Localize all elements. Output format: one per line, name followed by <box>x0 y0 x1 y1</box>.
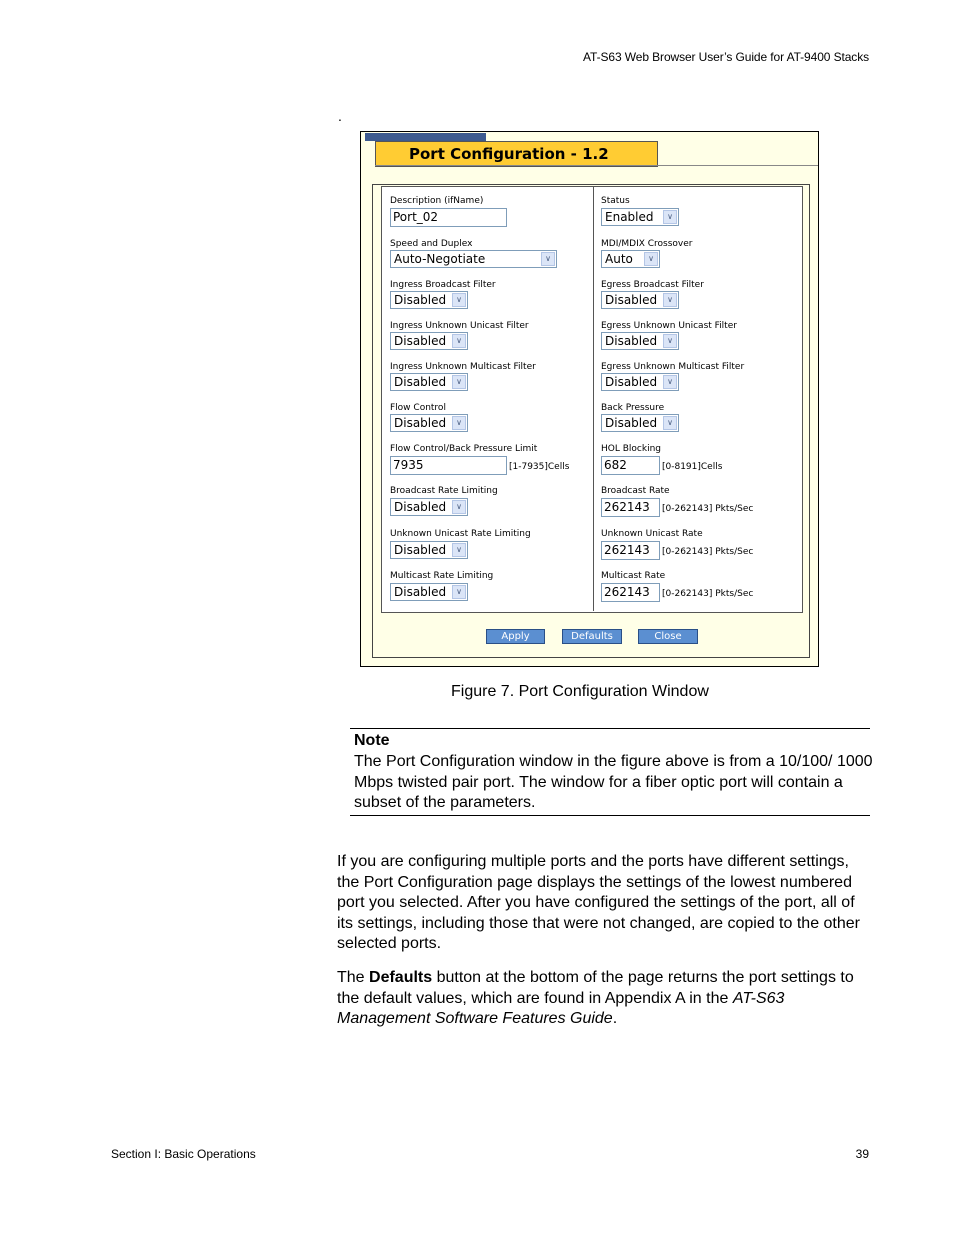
multicast-rate-limiting-label: Multicast Rate Limiting <box>390 571 494 581</box>
apply-button[interactable]: Apply <box>486 629 545 644</box>
defaults-term: Defaults <box>369 969 433 986</box>
back-pressure-value: Disabled <box>605 416 658 430</box>
chevron-down-icon[interactable]: ∨ <box>452 334 466 348</box>
ingress-unknown-unicast-filter-value: Disabled <box>394 334 447 348</box>
chevron-down-icon[interactable]: ∨ <box>663 375 677 389</box>
ingress-unknown-multicast-filter-label: Ingress Unknown Multicast Filter <box>390 362 536 372</box>
egress-broadcast-filter-select[interactable] <box>601 291 679 309</box>
back-pressure-label: Back Pressure <box>601 403 665 413</box>
unknown-unicast-rate-range-unit: [0-262143] Pkts/Sec <box>662 547 754 557</box>
multicast-rate-label: Multicast Rate <box>601 571 666 581</box>
multicast-rate-input[interactable]: 262143 <box>601 583 660 602</box>
flow-control-select[interactable] <box>390 414 468 432</box>
multicast-rate-range-unit: [0-262143] Pkts/Sec <box>662 589 754 599</box>
unknown-unicast-rate-limiting-select[interactable] <box>390 541 468 559</box>
chevron-down-icon[interactable]: ∨ <box>663 293 677 307</box>
ingress-broadcast-filter-label: Ingress Broadcast Filter <box>390 280 496 290</box>
description-ifname-label: Description (ifName) <box>390 196 484 206</box>
unknown-unicast-rate-limiting-label: Unknown Unicast Rate Limiting <box>390 529 531 539</box>
mdi-mdix-crossover-value: Auto <box>605 252 633 266</box>
note-heading: Note <box>354 732 390 749</box>
description-ifname-input[interactable]: Port_02 <box>390 208 507 227</box>
status-label: Status <box>601 196 630 206</box>
paragraph-2-pre: The <box>337 969 370 986</box>
egress-unknown-multicast-filter-value: Disabled <box>605 375 658 389</box>
chevron-down-icon[interactable]: ∨ <box>452 416 466 430</box>
speed-and-duplex-label: Speed and Duplex <box>390 239 473 249</box>
chevron-down-icon[interactable]: ∨ <box>541 252 555 266</box>
speed-and-duplex-select[interactable] <box>390 250 557 268</box>
broadcast-rate-input[interactable]: 262143 <box>601 498 660 517</box>
flow-control-back-pressure-limit-range-unit: [1-7935]Cells <box>509 462 570 472</box>
broadcast-rate-range-unit: [0-262143] Pkts/Sec <box>662 504 754 514</box>
hol-blocking-label: HOL Blocking <box>601 444 661 454</box>
speed-and-duplex-value: Auto-Negotiate <box>394 252 486 266</box>
body-paragraph-2 <box>337 968 872 1030</box>
unknown-unicast-rate-limiting-value: Disabled <box>394 543 447 557</box>
window-title: Port Configuration - 1.2 <box>409 145 609 163</box>
paragraph-2-post: . <box>612 1010 618 1027</box>
multicast-rate-limiting-select[interactable] <box>390 583 468 601</box>
mdi-mdix-crossover-label: MDI/MDIX Crossover <box>601 239 693 249</box>
hol-blocking-range-unit: [0-8191]Cells <box>662 462 723 472</box>
footer-section: Section I: Basic Operations <box>111 1147 256 1161</box>
stray-mark: . <box>338 108 342 124</box>
egress-broadcast-filter-label: Egress Broadcast Filter <box>601 280 704 290</box>
close-button[interactable]: Close <box>638 629 698 644</box>
body-paragraph-1: If you are configuring multiple ports and the ports have different settings, the Port Configuration page displays the settings of the lowest numbered port you selected. After you have configured the settings of the port, all of its settings, including those that were not changed, are copied to the other selected ports. <box>337 853 860 952</box>
chevron-down-icon[interactable]: ∨ <box>663 210 677 224</box>
back-pressure-select[interactable] <box>601 414 679 432</box>
broadcast-rate-limiting-value: Disabled <box>394 500 447 514</box>
note-rule-bottom <box>350 815 870 816</box>
chevron-down-icon[interactable]: ∨ <box>452 375 466 389</box>
note-rule-top <box>350 728 870 729</box>
unknown-unicast-rate-label: Unknown Unicast Rate <box>601 529 703 539</box>
egress-unknown-unicast-filter-select[interactable] <box>601 332 679 350</box>
flow-control-back-pressure-limit-input[interactable]: 7935 <box>390 456 507 475</box>
defaults-button[interactable]: Defaults <box>562 629 622 644</box>
egress-unknown-unicast-filter-value: Disabled <box>605 334 658 348</box>
page-number: 39 <box>855 1147 869 1161</box>
column-divider <box>593 187 594 611</box>
ingress-broadcast-filter-value: Disabled <box>394 293 447 307</box>
guide-title: AT-S63 Management Software Features Guide <box>337 989 785 1027</box>
note-body: The Port Configuration window in the figure above is from a 10/100/ 1000 Mbps twisted pair port. The window for a fiber optic port will contain a subset of the parameters. <box>354 753 873 811</box>
chevron-down-icon[interactable]: ∨ <box>452 500 466 514</box>
egress-unknown-multicast-filter-label: Egress Unknown Multicast Filter <box>601 362 745 372</box>
ingress-unknown-multicast-filter-select[interactable] <box>390 373 468 391</box>
flow-control-label: Flow Control <box>390 403 446 413</box>
mdi-mdix-crossover-select[interactable] <box>601 250 660 268</box>
unknown-unicast-rate-input[interactable]: 262143 <box>601 541 660 560</box>
status-select[interactable] <box>601 208 679 226</box>
broadcast-rate-label: Broadcast Rate <box>601 486 670 496</box>
chevron-down-icon[interactable]: ∨ <box>663 334 677 348</box>
paragraph-2-mid: button at the bottom of the page returns the port settings to the default values, which are found in Appendix A in the <box>337 969 854 1007</box>
status-value: Enabled <box>605 210 654 224</box>
ingress-unknown-unicast-filter-select[interactable] <box>390 332 468 350</box>
egress-broadcast-filter-value: Disabled <box>605 293 658 307</box>
flow-control-back-pressure-limit-label: Flow Control/Back Pressure Limit <box>390 444 538 454</box>
flow-control-value: Disabled <box>394 416 447 430</box>
chevron-down-icon[interactable]: ∨ <box>452 293 466 307</box>
chevron-down-icon[interactable]: ∨ <box>663 416 677 430</box>
running-header: AT-S63 Web Browser User’s Guide for AT-9400 Stacks <box>582 50 869 64</box>
broadcast-rate-limiting-select[interactable] <box>390 498 468 516</box>
chevron-down-icon[interactable]: ∨ <box>452 585 466 599</box>
window-tab-accent <box>365 133 486 141</box>
title-underline <box>375 165 818 166</box>
broadcast-rate-limiting-label: Broadcast Rate Limiting <box>390 486 498 496</box>
egress-unknown-multicast-filter-select[interactable] <box>601 373 679 391</box>
ingress-broadcast-filter-select[interactable] <box>390 291 468 309</box>
ingress-unknown-unicast-filter-label: Ingress Unknown Unicast Filter <box>390 321 529 331</box>
hol-blocking-input[interactable]: 682 <box>601 456 660 475</box>
egress-unknown-unicast-filter-label: Egress Unknown Unicast Filter <box>601 321 737 331</box>
chevron-down-icon[interactable]: ∨ <box>644 252 658 266</box>
ingress-unknown-multicast-filter-value: Disabled <box>394 375 447 389</box>
multicast-rate-limiting-value: Disabled <box>394 585 447 599</box>
chevron-down-icon[interactable]: ∨ <box>452 543 466 557</box>
figure-caption: Figure 7. Port Configuration Window <box>451 683 709 700</box>
